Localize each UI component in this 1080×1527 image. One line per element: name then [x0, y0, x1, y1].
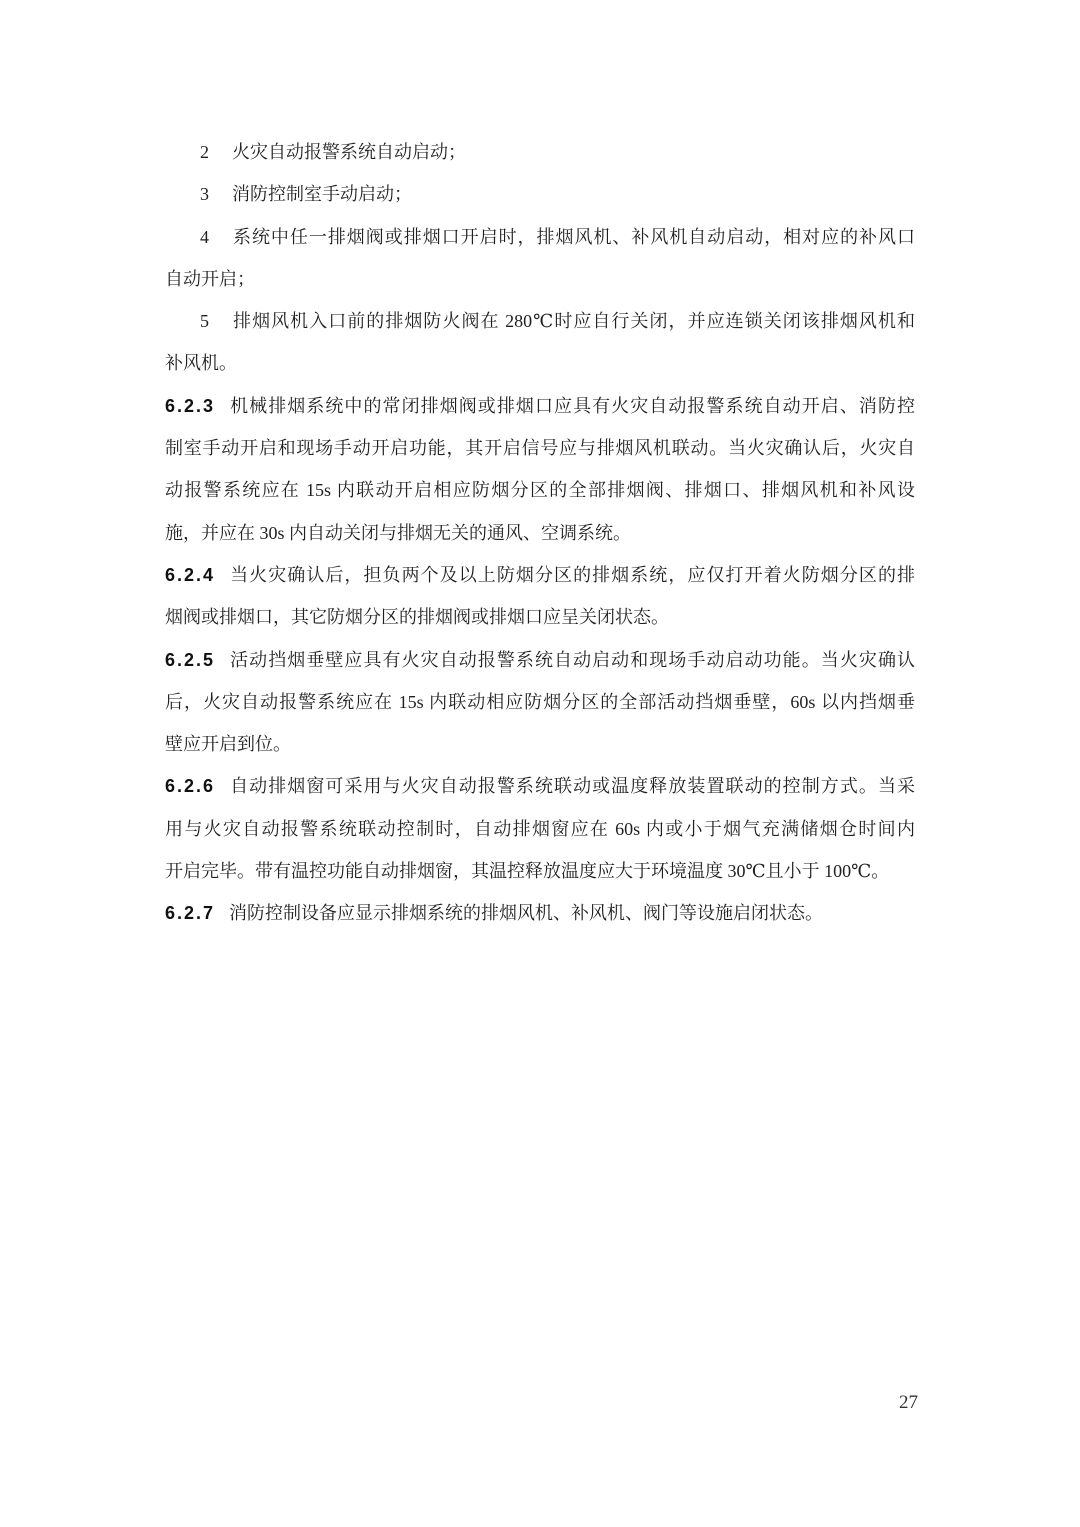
line-text: 活动挡烟垂壁应具有火灾自动报警系统自动启动和现场手动启动功能。当火灾确认: [229, 649, 915, 670]
list-item-line: [165, 173, 915, 215]
text-line: [165, 512, 915, 554]
line-text: 补风机。: [165, 353, 237, 374]
text-line: [165, 681, 915, 723]
document-body: [165, 131, 915, 935]
section-line: [165, 639, 915, 681]
section-number: 6.2.3: [165, 395, 216, 416]
line-text: 施，并应在 30s 内自动关闭与排烟无关的通风、空调系统。: [165, 522, 632, 543]
text-line: [165, 342, 915, 384]
line-text: 机械排烟系统中的常闭排烟阀或排烟口应具有火灾自动报警系统自动开启、消防控: [229, 395, 915, 416]
line-text: 用与火灾自动报警系统联动控制时，自动排烟窗应在 60s 内或小于烟气充满储烟仓时间内: [165, 818, 915, 839]
text-line: [165, 469, 915, 511]
text-line: [165, 808, 915, 850]
list-item-line: [165, 300, 915, 342]
section-line: [165, 385, 915, 427]
line-text: 后，火灾自动报警系统应在 15s 内联动相应防烟分区的全部活动挡烟垂壁，60s 以内挡烟垂: [165, 691, 915, 712]
page-number: 27: [899, 1392, 918, 1413]
list-item-line: [165, 131, 915, 173]
line-text: 系统中任一排烟阀或排烟口开启时，排烟风机、补风机自动启动，相对应的补风口: [232, 226, 915, 247]
text-line: [165, 723, 915, 765]
line-text: 当火灾确认后，担负两个及以上防烟分区的排烟系统，应仅打开着火防烟分区的排: [229, 564, 915, 585]
section-line: [165, 765, 915, 807]
section-number: 6.2.7: [165, 903, 216, 924]
section-number: 6.2.4: [165, 564, 216, 585]
line-text: 消防控制设备应显示排烟系统的排烟风机、补风机、阀门等设施启闭状态。: [229, 903, 824, 924]
list-item-number: 5: [200, 311, 209, 332]
line-text: 烟阀或排烟口，其它防烟分区的排烟阀或排烟口应呈关闭状态。: [165, 607, 669, 628]
line-text: 消防控制室手动启动；: [232, 184, 412, 205]
text-line: [165, 258, 915, 300]
line-text: 自动排烟窗可采用与火灾自动报警系统联动或温度释放装置联动的控制方式。当采: [229, 776, 915, 797]
line-text: 排烟风机入口前的排烟防火阀在 280℃时应自行关闭，并应连锁关闭该排烟风机和: [232, 311, 915, 332]
line-text: 开启完毕。带有温控功能自动排烟窗，其温控释放温度应大于环境温度 30℃且小于 100℃。: [165, 861, 890, 882]
section-number: 6.2.5: [165, 649, 216, 670]
text-line: [165, 596, 915, 638]
line-text: 自动开启；: [165, 268, 255, 289]
section-line: [165, 892, 915, 934]
list-item-number: 2: [200, 142, 209, 162]
line-text: 制室手动开启和现场手动开启功能，其开启信号应与排烟风机联动。当火灾确认后，火灾自: [165, 438, 915, 459]
text-line: [165, 850, 915, 892]
section-number: 6.2.6: [165, 776, 216, 797]
list-item-line: [165, 216, 915, 258]
line-text: 壁应开启到位。: [165, 734, 291, 755]
section-line: [165, 554, 915, 596]
line-text: 动报警系统应在 15s 内联动开启相应防烟分区的全部排烟阀、排烟口、排烟风机和补风设: [165, 480, 915, 501]
line-text: 火灾自动报警系统自动启动；: [232, 142, 466, 162]
list-item-number: 3: [200, 184, 209, 205]
text-line: [165, 427, 915, 469]
list-item-number: 4: [200, 226, 209, 247]
